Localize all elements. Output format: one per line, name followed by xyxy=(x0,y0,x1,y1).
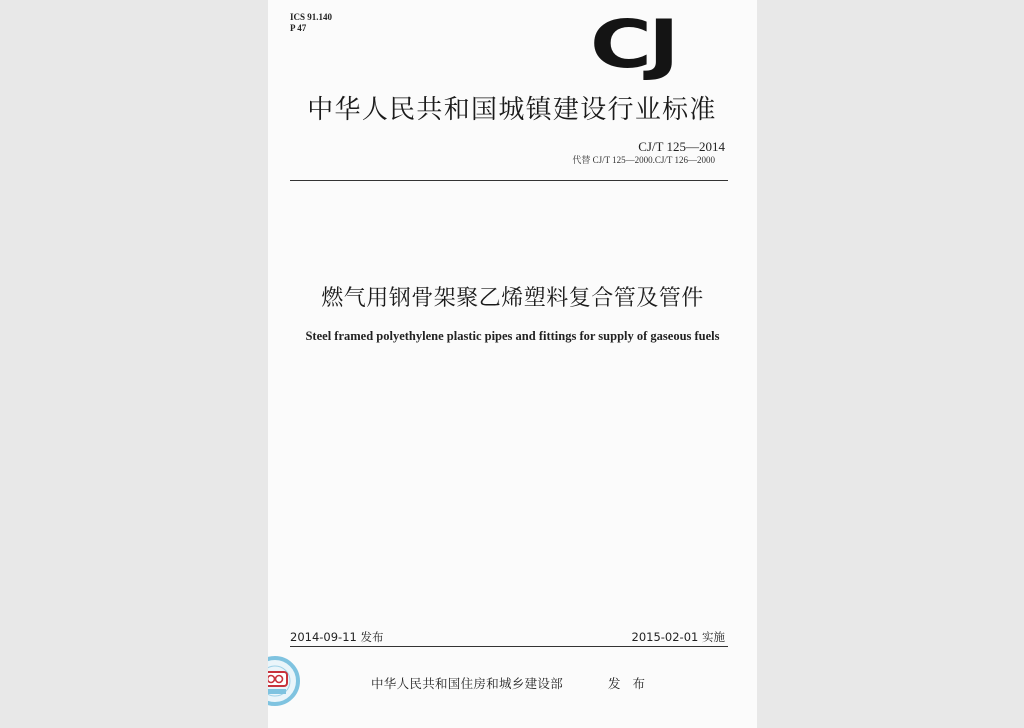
document-title-chinese: 燃气用钢骨架聚乙烯塑料复合管及管件 xyxy=(321,286,704,311)
classification-codes xyxy=(290,12,332,34)
ics-code: ICS 91.140 xyxy=(290,12,333,22)
document-title-english: Steel framed polyethylene plastic pipes and fittings for supply of gaseous fuels xyxy=(305,329,720,343)
document-cover-page xyxy=(268,0,757,728)
publish-label: 发 布 xyxy=(608,676,649,691)
standard-code: CJ/T 125—2014 xyxy=(638,139,725,154)
implementation-date: 2015-02-01 实施 xyxy=(631,630,725,644)
replaces-note: 代替 CJ/T 125—2000.CJ/T 126—2000 xyxy=(572,155,715,165)
publisher-name: 中华人民共和国住房和城乡建设部 xyxy=(371,676,564,691)
footer-divider xyxy=(290,646,728,647)
certification-seal-icon xyxy=(268,656,300,706)
category-code: P 47 xyxy=(290,23,307,33)
cj-logo: CJ xyxy=(590,6,676,83)
issue-date: 2014-09-11 发布 xyxy=(290,630,384,644)
standard-org-title: 中华人民共和国城镇建设行业标准 xyxy=(307,95,717,125)
header-divider xyxy=(290,180,728,181)
